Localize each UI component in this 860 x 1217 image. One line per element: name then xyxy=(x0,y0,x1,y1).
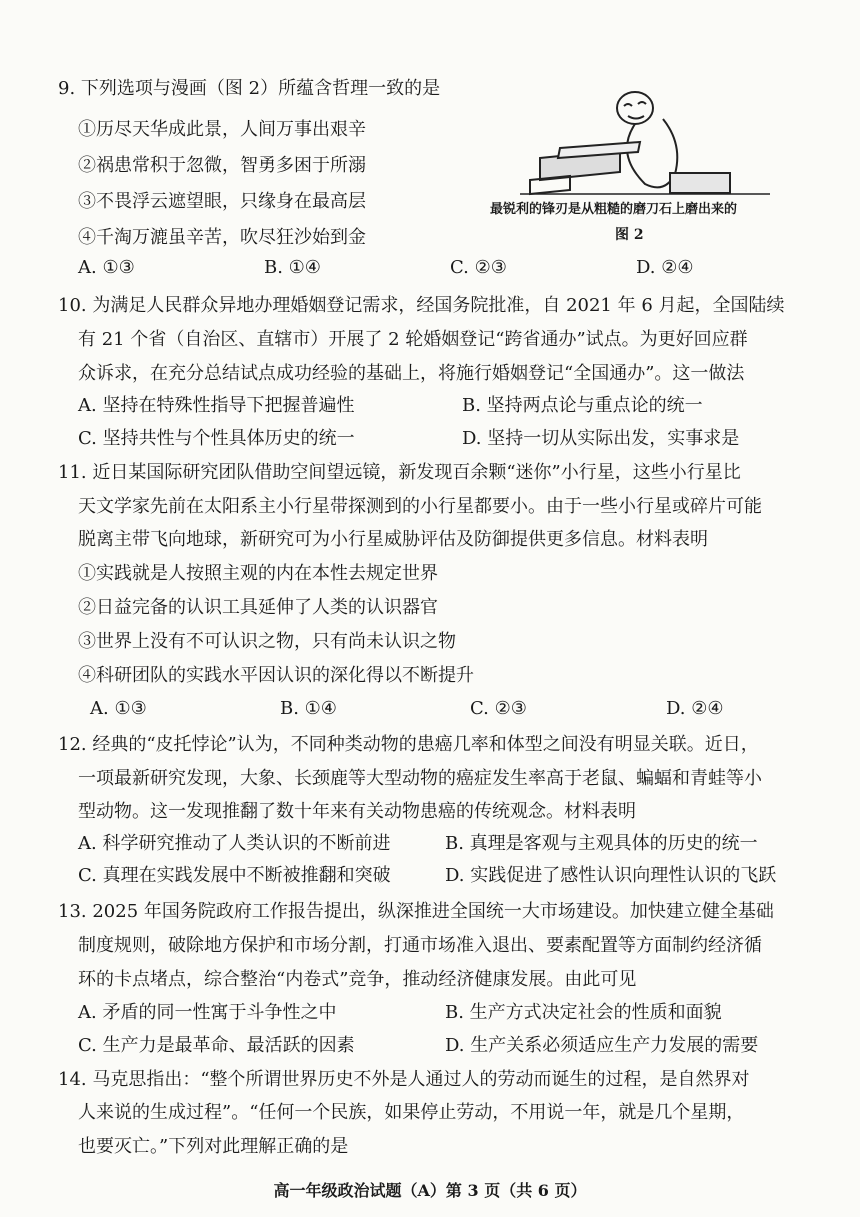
q10-stem-line-3: 众诉求，在充分总结试点成功经验的基础上，将施行婚姻登记“全国通办”。这一做法 xyxy=(78,363,745,384)
q11-item-2: ②日益完备的认识工具延伸了人类的认识器官 xyxy=(78,597,438,618)
q13-option-a: A. 矛盾的同一性寓于斗争性之中 xyxy=(78,1002,337,1023)
q14-stem-line-3: 也要灭亡。”下列对此理解正确的是 xyxy=(78,1136,349,1157)
q11-stem-line-3: 脱离主带飞向地球，新研究可为小行星威胁评估及防御提供更多信息。材料表明 xyxy=(78,529,708,550)
q11-option-c: C. ②③ xyxy=(470,698,527,719)
q9-option-a: A. ①③ xyxy=(78,257,135,278)
q13-option-d: D. 生产关系必须适应生产力发展的需要 xyxy=(445,1035,759,1056)
q12-option-d: D. 实践促进了感性认识向理性认识的飞跃 xyxy=(445,865,777,886)
q12-stem-line-1: 12. 经典的“皮托悖论”认为，不同种类动物的患癌几率和体型之间没有明显关联。近日， xyxy=(58,734,759,755)
q9-item-1: ①历尽天华成此景，人间万事出艰辛 xyxy=(78,119,366,140)
q11-item-3: ③世界上没有不可认识之物，只有尚未认识之物 xyxy=(78,631,456,652)
q12-stem-line-3: 型动物。这一发现推翻了数十年来有关动物患癌的传统观念。材料表明 xyxy=(78,801,636,822)
q14-stem-line-2: 人来说的生成过程”。“任何一个民族，如果停止劳动，不用说一年，就是几个星期， xyxy=(78,1102,745,1123)
q9-item-3: ③不畏浮云遮望眼，只缘身在最高层 xyxy=(78,191,366,212)
q13-stem-line-2: 制度规则，破除地方保护和市场分割，打通市场准入退出、要素配置等方面制约经济循 xyxy=(78,935,762,956)
q11-item-1: ①实践就是人按照主观的内在本性去规定世界 xyxy=(78,563,438,584)
q13-option-b: B. 生产方式决定社会的性质和面貌 xyxy=(445,1002,722,1023)
figure-label: 图 2 xyxy=(615,227,644,243)
q10-option-d: D. 坚持一切从实际出发，实事求是 xyxy=(462,428,740,449)
q9-stem: 9. 下列选项与漫画（图 2）所蕴含哲理一致的是 xyxy=(58,78,441,99)
q11-stem-line-2: 天文学家先前在太阳系主小行星带探测到的小行星都要小。由于一些小行星或碎片可能 xyxy=(78,496,762,517)
q9-item-2: ②祸患常积于忽微，智勇多困于所溺 xyxy=(78,155,366,176)
q12-stem-line-2: 一项最新研究发现，大象、长颈鹿等大型动物的癌症发生率高于老鼠、蝙蝠和青蛙等小 xyxy=(78,768,762,789)
q12-option-b: B. 真理是客观与主观具体的历史的统一 xyxy=(445,833,758,854)
q10-stem-line-1: 10. 为满足人民群众异地办理婚姻登记需求，经国务院批准，自 2021 年 6 月起，全国陆续 xyxy=(58,295,785,316)
q14-stem-line-1: 14. 马克思指出：“整个所谓世界历史不外是人通过人的劳动而诞生的过程，是自然界对 xyxy=(58,1069,750,1090)
q10-option-c: C. 坚持共性与个性具体历史的统一 xyxy=(78,428,355,449)
q12-option-a: A. 科学研究推动了人类认识的不断前进 xyxy=(78,833,391,854)
q10-stem-line-2: 有 21 个省（自治区、直辖市）开展了 2 轮婚姻登记“跨省通办”试点。为更好回应群 xyxy=(78,329,748,350)
q9-option-d: D. ②④ xyxy=(636,257,694,278)
q11-option-d: D. ②④ xyxy=(666,698,724,719)
q9-option-c: C. ②③ xyxy=(450,257,507,278)
figure-caption: 最锐利的锋刃是从粗糙的磨刀石上磨出来的 xyxy=(490,202,738,217)
q12-option-c: C. 真理在实践发展中不断被推翻和突破 xyxy=(78,865,391,886)
q9-item-4: ④千淘万漉虽辛苦，吹尽狂沙始到金 xyxy=(78,227,366,248)
q10-option-b: B. 坚持两点论与重点论的统一 xyxy=(462,395,703,416)
q13-option-c: C. 生产力是最革命、最活跃的因素 xyxy=(78,1035,355,1056)
q10-option-a: A. 坚持在特殊性指导下把握普遍性 xyxy=(78,395,355,416)
q11-stem-line-1: 11. 近日某国际研究团队借助空间望远镜，新发现百余颗“迷你”小行星，这些小行星比 xyxy=(58,462,741,483)
cartoon-illustration xyxy=(520,88,770,198)
q9-option-b: B. ①④ xyxy=(264,257,321,278)
q11-item-4: ④科研团队的实践水平因认识的深化得以不断提升 xyxy=(78,665,474,686)
q13-stem-line-3: 环的卡点堵点，综合整治“内卷式”竞争，推动经济健康发展。由此可见 xyxy=(78,969,637,990)
q11-option-b: B. ①④ xyxy=(280,698,337,719)
q11-option-a: A. ①③ xyxy=(90,698,147,719)
page-footer: 高一年级政治试题（A）第 3 页（共 6 页） xyxy=(273,1181,587,1200)
q13-stem-line-1: 13. 2025 年国务院政府工作报告提出，纵深推进全国统一大市场建设。加快建立健全基础 xyxy=(58,901,774,922)
